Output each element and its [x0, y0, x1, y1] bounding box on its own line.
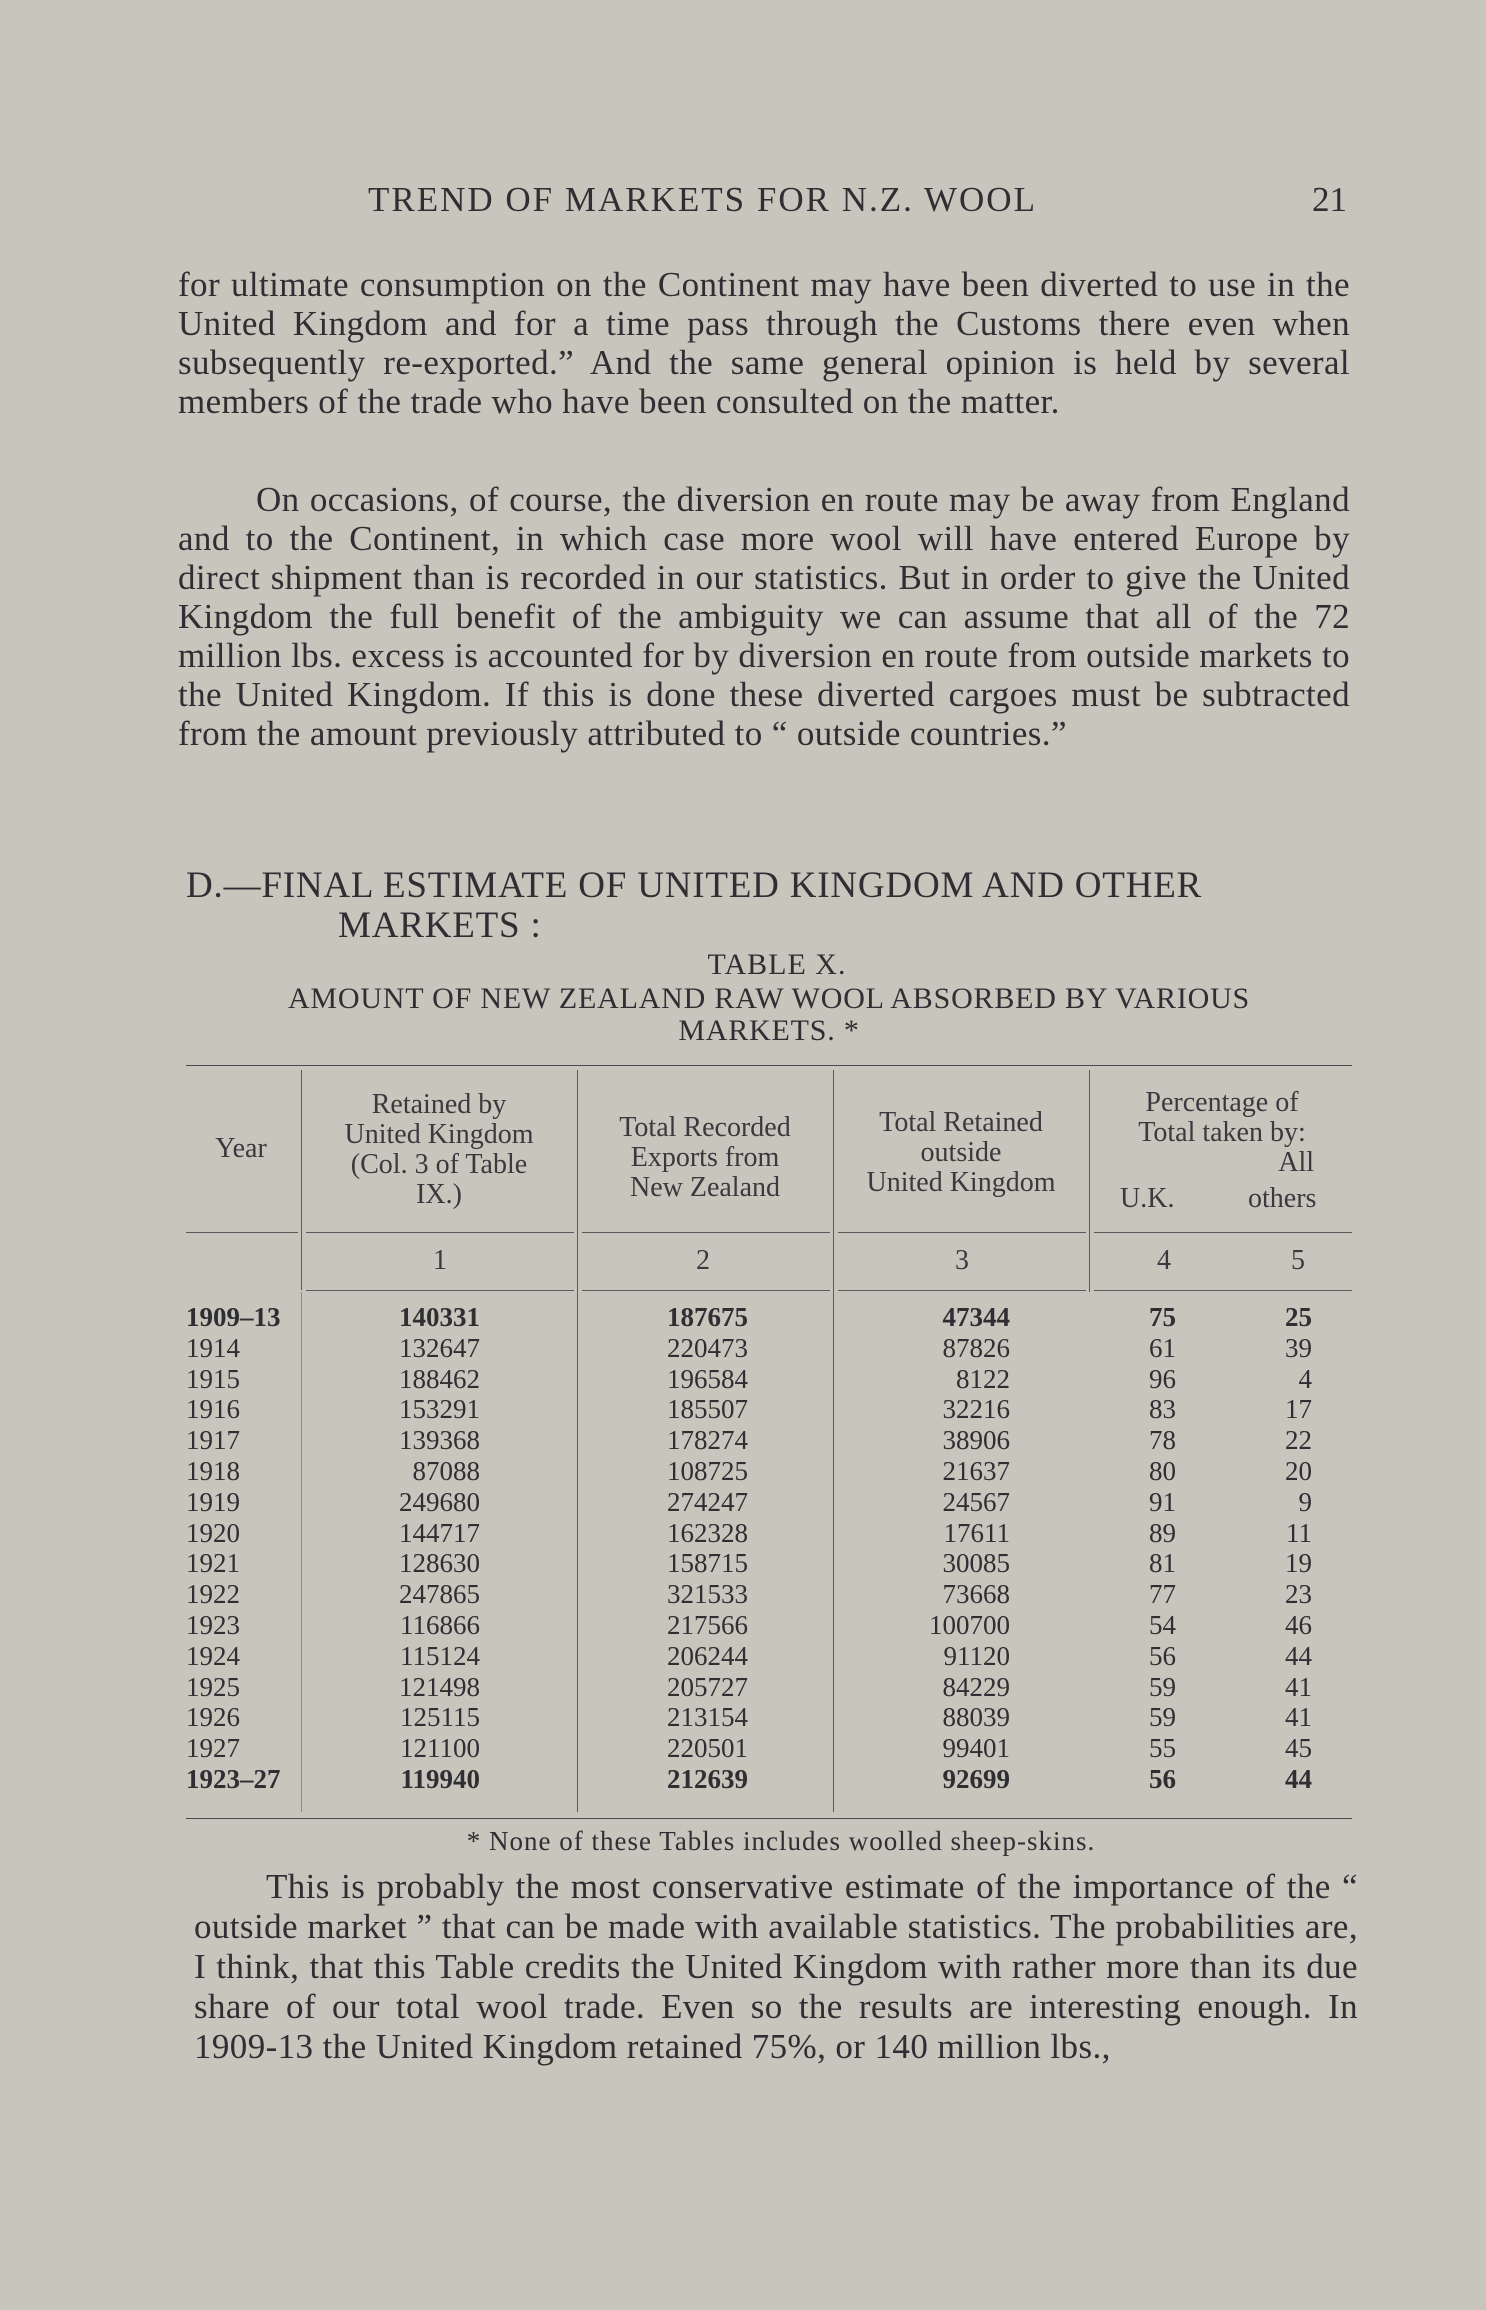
header-line: Total Recorded [619, 1112, 791, 1143]
cell-year: 1914 [186, 1332, 240, 1363]
cell-total-exports: 158715 [667, 1548, 748, 1579]
cell-total-exports: 206244 [667, 1640, 748, 1671]
cell-retained-outside: 88039 [942, 1702, 1010, 1733]
cell-retained-uk: 87088 [412, 1455, 480, 1486]
cell-total-exports: 217566 [667, 1609, 748, 1640]
cell-pct-uk: 59 [1149, 1671, 1176, 1702]
cell-pct-others: 11 [1286, 1517, 1312, 1548]
page-header [0, 180, 1486, 230]
cell-pct-uk: 91 [1149, 1486, 1176, 1517]
cell-total-exports: 205727 [667, 1671, 748, 1702]
cell-pct-others: 25 [1285, 1302, 1312, 1332]
column-number: 3 [955, 1245, 969, 1276]
header-line: Exports from [630, 1142, 780, 1173]
header-retained-outside [836, 1108, 1086, 1198]
cell-retained-outside: 24567 [942, 1486, 1010, 1517]
cell-pct-uk: 83 [1149, 1394, 1176, 1425]
header-line: Retained by [371, 1089, 507, 1120]
table-row [0, 1487, 1486, 1518]
cell-retained-uk: 153291 [399, 1394, 480, 1425]
column-number: 5 [1291, 1245, 1305, 1276]
running-title: TREND OF MARKETS FOR N.Z. WOOL [368, 180, 1037, 219]
cell-total-exports: 212639 [667, 1763, 748, 1794]
table-row [0, 1302, 1486, 1333]
paragraph-3: This is probably the most conservative estimate of the importance of the “ outside market ” that can be made with available statistics. The probabilities are, I think, that this Table credits the United Kingdom with rather more than its due share of our total wool trade. Even so the results are interesting enough. In 1909-13 the United Kingdom retained 75%, or 140 million lbs., [194, 1867, 1358, 2066]
header-uk: U.K. [1120, 1183, 1175, 1214]
cell-pct-others: 9 [1298, 1486, 1312, 1517]
header-line: IX.) [416, 1179, 462, 1210]
cell-retained-outside: 100700 [929, 1609, 1010, 1640]
paragraph-2: On occasions, of course, the diversion en route may be away from England and to the Continent, in which case more wool will have entered Europe by direct shipment than is recorded in our statistics. But in order to give the United Kingdom the full benefit of the ambiguity we can assume that all of the 72 million lbs. excess is accounted for by diversion en route from outside markets to the United Kingdom. If this is done these diverted cargoes must be subtracted from the amount previously attributed to “ outside countries.” [178, 480, 1350, 753]
column-number-subrule [838, 1290, 1086, 1291]
cell-pct-uk: 96 [1149, 1363, 1176, 1394]
header-line: United Kingdom [344, 1119, 534, 1150]
cell-pct-uk: 55 [1149, 1733, 1176, 1764]
cell-retained-uk: 144717 [399, 1517, 480, 1548]
header-line: United Kingdom [866, 1167, 1056, 1198]
cell-year: 1917 [186, 1425, 240, 1456]
table-caption [186, 983, 1352, 1047]
cell-retained-outside: 21637 [942, 1455, 1010, 1486]
cell-total-exports: 185507 [667, 1394, 748, 1425]
cell-pct-uk: 77 [1149, 1579, 1176, 1610]
cell-pct-others: 4 [1298, 1363, 1312, 1394]
cell-retained-outside: 32216 [942, 1394, 1010, 1425]
cell-year: 1916 [186, 1394, 240, 1425]
cell-pct-uk: 80 [1149, 1455, 1176, 1486]
cell-year: 1921 [186, 1548, 240, 1579]
cell-retained-outside: 92699 [942, 1763, 1010, 1794]
table-caption-line1: AMOUNT OF NEW ZEALAND RAW WOOL ABSORBED BY VARIOUS [287, 982, 1251, 1015]
table-row [0, 1364, 1486, 1395]
column-number-subrule [582, 1290, 830, 1291]
column-divider [1089, 1070, 1090, 1292]
cell-retained-uk: 247865 [399, 1579, 480, 1610]
cell-pct-uk: 59 [1149, 1702, 1176, 1733]
cell-total-exports: 321533 [667, 1579, 748, 1610]
cell-pct-others: 20 [1285, 1455, 1312, 1486]
cell-retained-uk: 249680 [399, 1486, 480, 1517]
header-line: outside [920, 1137, 1002, 1168]
table-row [0, 1641, 1486, 1672]
header-line: Percentage of [1145, 1087, 1299, 1118]
cell-pct-uk: 61 [1149, 1332, 1176, 1363]
column-number: 1 [433, 1245, 447, 1276]
cell-pct-others: 41 [1285, 1671, 1312, 1702]
cell-retained-outside: 30085 [942, 1548, 1010, 1579]
table-row [0, 1702, 1486, 1733]
cell-retained-uk: 132647 [399, 1332, 480, 1363]
cell-retained-uk: 119940 [400, 1763, 480, 1794]
cell-pct-uk: 54 [1149, 1609, 1176, 1640]
cell-retained-outside: 84229 [942, 1671, 1010, 1702]
cell-total-exports: 162328 [667, 1517, 748, 1548]
cell-retained-uk: 115124 [400, 1640, 480, 1671]
header-subrule [186, 1232, 298, 1233]
column-number: 2 [696, 1245, 710, 1276]
cell-year: 1909–13 [186, 1302, 281, 1332]
cell-total-exports: 274247 [667, 1486, 748, 1517]
table-body [0, 1302, 1486, 1795]
cell-retained-uk: 139368 [399, 1425, 480, 1456]
section-heading [186, 866, 1352, 946]
cell-retained-outside: 87826 [942, 1332, 1010, 1363]
header-others: others [1248, 1183, 1317, 1214]
cell-pct-others: 44 [1285, 1640, 1312, 1671]
table-row [0, 1333, 1486, 1364]
table-row [0, 1579, 1486, 1610]
header-line: New Zealand [629, 1172, 781, 1203]
cell-pct-others: 45 [1285, 1733, 1312, 1764]
header-total-exports [580, 1113, 830, 1203]
cell-retained-uk: 128630 [399, 1548, 480, 1579]
header-subrule [838, 1232, 1086, 1233]
cell-retained-outside: 47344 [942, 1302, 1010, 1332]
cell-retained-outside: 38906 [942, 1425, 1010, 1456]
header-line: Total taken by: [1138, 1117, 1306, 1148]
table-row [0, 1548, 1486, 1579]
paragraph-1: for ultimate consumption on the Continent may have been diverted to use in the United Kingdom and for a time pass through the Customs there even when subsequently re-exported.” And the same general opinion is held by several members of the trade who have been consulted on the matter. [178, 265, 1350, 421]
header-subrule [582, 1232, 830, 1233]
cell-pct-uk: 56 [1149, 1640, 1176, 1671]
cell-year: 1922 [186, 1579, 240, 1610]
cell-retained-uk: 125115 [400, 1702, 480, 1733]
table-row [0, 1672, 1486, 1703]
cell-pct-others: 44 [1285, 1763, 1312, 1794]
table-label: TABLE X. [707, 948, 847, 981]
cell-retained-uk: 188462 [399, 1363, 480, 1394]
page-number: 21 [1312, 180, 1347, 219]
cell-retained-outside: 73668 [942, 1579, 1010, 1610]
cell-retained-outside: 8122 [956, 1363, 1010, 1394]
section-heading-line2: MARKETS : [338, 905, 542, 946]
cell-year: 1923–27 [186, 1763, 281, 1794]
cell-pct-others: 22 [1285, 1425, 1312, 1456]
cell-year: 1924 [186, 1640, 240, 1671]
cell-pct-uk: 81 [1149, 1548, 1176, 1579]
header-year: Year [215, 1133, 267, 1164]
table-row [0, 1425, 1486, 1456]
header-retained-uk [304, 1090, 574, 1210]
cell-total-exports: 178274 [667, 1425, 748, 1456]
table-row [0, 1610, 1486, 1641]
cell-retained-uk: 116866 [400, 1609, 480, 1640]
cell-pct-others: 41 [1285, 1702, 1312, 1733]
column-number-subrule [1094, 1290, 1352, 1291]
cell-year: 1927 [186, 1733, 240, 1764]
cell-retained-outside: 17611 [943, 1517, 1010, 1548]
cell-total-exports: 108725 [667, 1455, 748, 1486]
cell-total-exports: 220473 [667, 1332, 748, 1363]
header-subrule [306, 1232, 574, 1233]
column-divider [301, 1070, 302, 1290]
cell-retained-uk: 121100 [400, 1733, 480, 1764]
cell-total-exports: 220501 [667, 1733, 748, 1764]
cell-year: 1920 [186, 1517, 240, 1548]
section-heading-line1: D.—FINAL ESTIMATE OF UNITED KINGDOM AND OTHER [186, 865, 1203, 906]
cell-year: 1926 [186, 1702, 240, 1733]
cell-pct-uk: 56 [1149, 1763, 1176, 1794]
header-percentage [1092, 1088, 1352, 1178]
table-row [0, 1733, 1486, 1764]
cell-year: 1918 [186, 1455, 240, 1486]
header-line: (Col. 3 of Table [350, 1149, 528, 1180]
cell-retained-outside: 99401 [942, 1733, 1010, 1764]
cell-year: 1919 [186, 1486, 240, 1517]
table-caption-line2: MARKETS. * [678, 1014, 860, 1047]
table-row [0, 1764, 1486, 1795]
cell-pct-uk: 89 [1149, 1517, 1176, 1548]
cell-pct-others: 23 [1285, 1579, 1312, 1610]
cell-retained-outside: 91120 [943, 1640, 1010, 1671]
header-line: Total Retained [879, 1107, 1043, 1138]
header-subrule [1094, 1232, 1352, 1233]
cell-total-exports: 213154 [667, 1702, 748, 1733]
cell-year: 1925 [186, 1671, 240, 1702]
cell-total-exports: 187675 [667, 1302, 748, 1332]
cell-pct-uk: 78 [1149, 1425, 1176, 1456]
table-row [0, 1518, 1486, 1549]
table-row [0, 1394, 1486, 1425]
cell-retained-uk: 121498 [399, 1671, 480, 1702]
column-number-subrule [306, 1290, 574, 1291]
column-number: 4 [1157, 1245, 1171, 1276]
cell-pct-others: 17 [1285, 1394, 1312, 1425]
cell-pct-uk: 75 [1149, 1302, 1176, 1332]
cell-total-exports: 196584 [667, 1363, 748, 1394]
table-bottom-rule [186, 1818, 1352, 1819]
cell-year: 1923 [186, 1609, 240, 1640]
cell-pct-others: 46 [1285, 1609, 1312, 1640]
cell-retained-uk: 140331 [399, 1302, 480, 1332]
header-line: All [1278, 1147, 1314, 1178]
cell-pct-others: 39 [1285, 1332, 1312, 1363]
cell-year: 1915 [186, 1363, 240, 1394]
table-row [0, 1456, 1486, 1487]
table-top-rule [186, 1065, 1352, 1066]
table-footnote: * None of these Tables includes woolled sheep-skins. [466, 1826, 1096, 1856]
cell-pct-others: 19 [1285, 1548, 1312, 1579]
